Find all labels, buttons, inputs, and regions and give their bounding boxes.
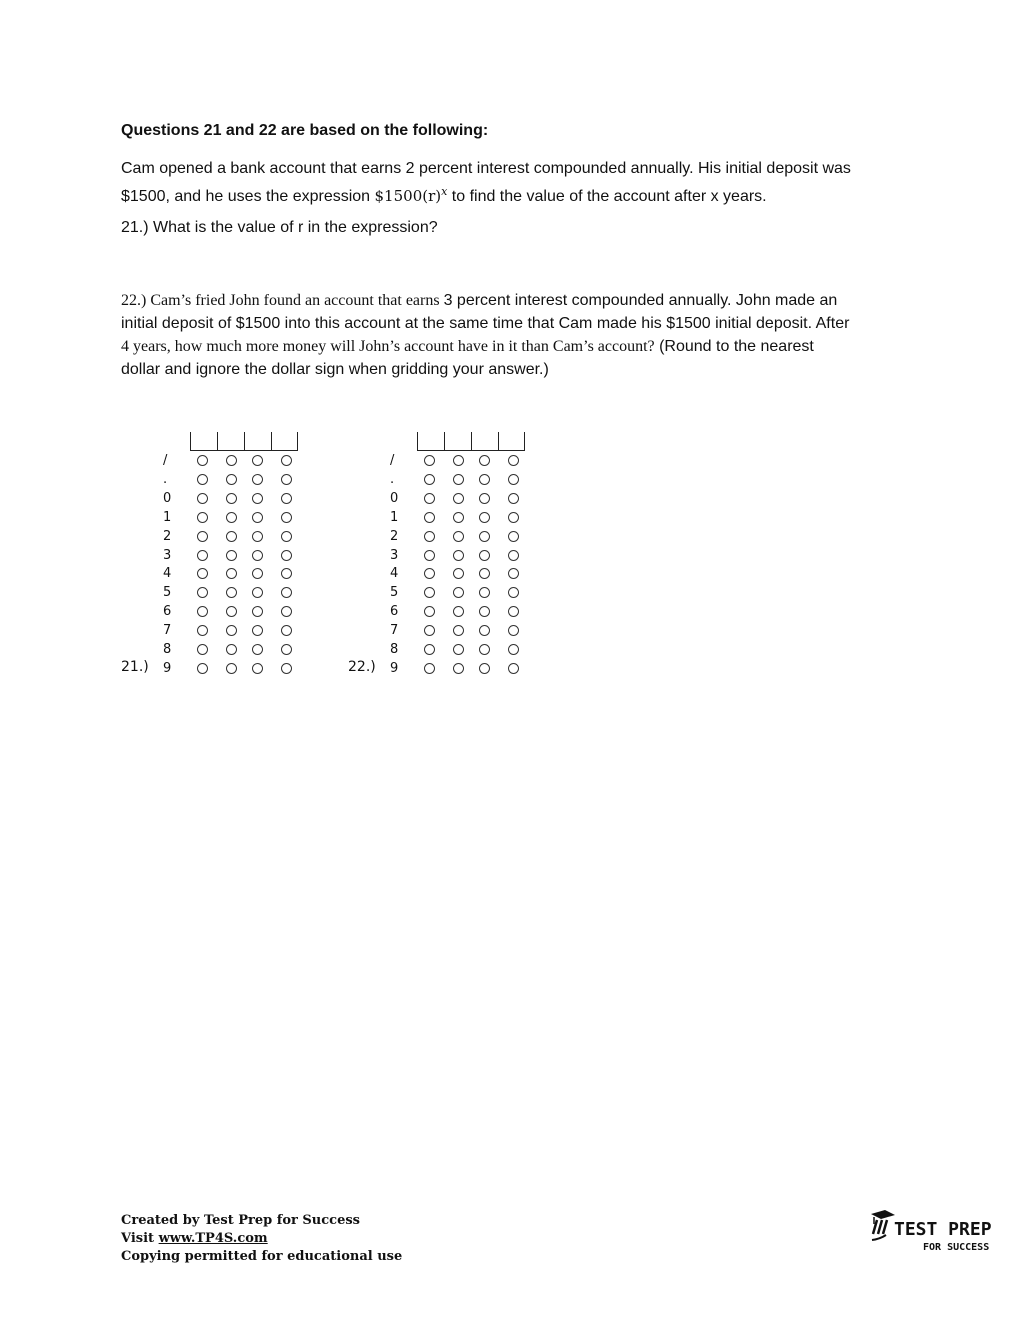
answer-bubble[interactable] [197,625,208,636]
answer-bubble[interactable] [197,663,208,674]
grid-row [163,451,177,470]
answer-bubble[interactable] [453,606,464,617]
answer-box[interactable] [471,432,498,451]
grid-row-label: 1 [163,509,172,525]
grid-row [163,470,177,489]
answer-bubble[interactable] [479,644,490,655]
grid-row-label: 2 [163,528,172,544]
answer-bubble[interactable] [453,512,464,523]
answer-bubble[interactable] [281,625,292,636]
answer-bubble[interactable] [281,606,292,617]
answer-bubble[interactable] [281,644,292,655]
grid-row-label: 9 [390,660,399,676]
answer-bubble[interactable] [197,550,208,561]
answer-bubble[interactable] [508,455,519,466]
answer-grid-21 [121,432,291,682]
intro-line2-before: $1500, and he uses the expression [121,188,375,205]
grid-row [163,508,177,527]
intro-line2-after: to find the value of the account after x years. [447,188,767,205]
grid-row-label: 7 [163,623,172,639]
answer-bubble[interactable] [252,606,263,617]
grid-question-number: 21.) [121,659,149,675]
grid-row [390,602,404,621]
answer-bubble[interactable] [479,474,490,485]
grid-row-label: 9 [163,660,172,676]
answer-bubble[interactable] [479,587,490,598]
intro-line1: Cam opened a bank account that earns 2 percent interest compounded annually. His initial deposit was [121,160,851,177]
answer-bubble[interactable] [252,568,263,579]
grid-row-label: 2 [390,528,399,544]
answer-grid-22 [348,432,518,682]
answer-bubble[interactable] [453,474,464,485]
answer-bubble[interactable] [281,512,292,523]
answer-bubble[interactable] [508,512,519,523]
grid-row-label: 7 [390,623,399,639]
grid-row-label: 1 [390,509,399,525]
answer-bubble[interactable] [252,474,263,485]
footer-line3: Copying permitted for educational use [121,1249,403,1264]
answer-box[interactable] [417,432,444,451]
grid-row [163,546,177,565]
grid-row [163,621,177,640]
test-prep-logo [868,1208,1000,1260]
answer-bubble[interactable] [197,474,208,485]
answer-bubble[interactable] [424,644,435,655]
answer-bubble[interactable] [508,531,519,542]
grid-row-label: 3 [163,547,172,563]
q22-line1-serif: 22.) Cam’s fried John found an account that earns [121,292,444,309]
answer-bubble[interactable] [197,493,208,504]
answer-bubble[interactable] [281,550,292,561]
footer-line1: Created by Test Prep for Success [121,1213,360,1228]
answer-bubble[interactable] [197,644,208,655]
answer-bubble[interactable] [252,455,263,466]
answer-bubble[interactable] [453,644,464,655]
answer-bubble[interactable] [479,455,490,466]
answer-bubble[interactable] [453,663,464,674]
answer-bubble[interactable] [424,512,435,523]
grid-row [163,564,177,583]
grid-row-label: . [163,471,168,487]
answer-bubble[interactable] [508,493,519,504]
answer-bubble[interactable] [226,644,237,655]
answer-bubble[interactable] [197,455,208,466]
answer-bubble[interactable] [281,587,292,598]
grid-row-label: / [390,453,395,468]
footer-credits [121,1212,402,1266]
q22-line1-rest: 3 percent interest compounded annually. John made an [443,292,838,309]
expression-base: $1500(r) [374,187,442,205]
answer-bubble[interactable] [479,512,490,523]
answer-bubble[interactable] [252,493,263,504]
answer-bubble[interactable] [424,568,435,579]
answer-bubble[interactable] [424,493,435,504]
grid-row [390,508,404,527]
grid-row-label: 8 [390,642,399,657]
answer-bubble[interactable] [197,606,208,617]
answer-bubble[interactable] [479,493,490,504]
answer-bubble[interactable] [424,625,435,636]
grid-row-label: / [163,453,168,468]
answer-bubble[interactable] [424,455,435,466]
question-21: 21.) What is the value of r in the expression? [121,219,438,236]
answer-bubble[interactable] [252,587,263,598]
answer-bubble[interactable] [226,455,237,466]
section-heading: Questions 21 and 22 are based on the following: [121,122,489,139]
answer-box[interactable] [244,432,271,451]
answer-box[interactable] [217,432,244,451]
answer-bubble[interactable] [453,625,464,636]
grid-row [390,659,404,678]
answer-bubble[interactable] [508,663,519,674]
answer-bubble[interactable] [508,568,519,579]
grid-row-label: 5 [390,585,399,601]
answer-box[interactable] [444,432,471,451]
answer-bubble[interactable] [197,512,208,523]
answer-bubble[interactable] [281,568,292,579]
answer-box[interactable] [271,432,298,451]
q22-line2: initial deposit of $1500 into this account at the same time that Cam made his $1500 initial deposit. After [121,315,850,332]
answer-bubble[interactable] [453,531,464,542]
footer-visit: Visit [121,1231,159,1246]
answer-bubble[interactable] [424,531,435,542]
answer-bubble[interactable] [281,493,292,504]
answer-bubble[interactable] [252,625,263,636]
grid-row-label: 6 [390,604,399,620]
answer-bubble[interactable] [281,663,292,674]
grid-row [163,489,177,508]
grid-row [390,527,404,546]
grid-row [163,583,177,602]
answer-bubble[interactable] [479,550,490,561]
answer-bubble[interactable] [479,625,490,636]
grid-row [390,470,404,489]
grid-row-label: 8 [163,642,172,657]
q22-line3-serif: 4 years, how much more money will John’s account have in it than Cam’s account? [121,338,655,355]
grid-row [390,564,404,583]
footer-line2 [121,1230,402,1248]
grid-row-label: 0 [390,490,399,506]
answer-bubble[interactable] [424,587,435,598]
answer-bubble[interactable] [453,455,464,466]
question-22 [121,289,921,381]
answer-bubble[interactable] [424,550,435,561]
answer-bubble[interactable] [197,531,208,542]
answer-bubble[interactable] [479,606,490,617]
answer-bubble[interactable] [197,568,208,579]
grid-row [390,546,404,565]
grid-row [390,451,404,470]
answer-bubble[interactable] [252,644,263,655]
grid-row [390,640,404,659]
expression-exponent: x [441,185,448,198]
answer-bubble[interactable] [453,493,464,504]
answer-bubble[interactable] [252,531,263,542]
grid-row-label: 4 [163,566,172,582]
answer-bubble[interactable] [479,663,490,674]
grid-row [163,640,177,659]
grid-row [163,527,177,546]
answer-bubble[interactable] [281,474,292,485]
answer-bubble[interactable] [508,550,519,561]
answer-bubble[interactable] [226,550,237,561]
answer-box[interactable] [190,432,217,451]
answer-bubble[interactable] [453,587,464,598]
answer-bubble[interactable] [226,587,237,598]
grid-row [163,602,177,621]
grid-row-label: 6 [163,604,172,620]
expression-math [375,187,448,205]
answer-bubble[interactable] [508,587,519,598]
q22-line4: dollar and ignore the dollar sign when gridding your answer.) [121,361,549,378]
grid-row-label: 3 [390,547,399,563]
answer-bubble[interactable] [281,531,292,542]
answer-bubble[interactable] [479,568,490,579]
footer-link[interactable]: www.TP4S.com [158,1231,268,1246]
grid-row-label: 0 [163,490,172,506]
grid-row-label: 5 [163,585,172,601]
answer-bubble[interactable] [424,663,435,674]
grid-row [390,489,404,508]
answer-bubble[interactable] [226,606,237,617]
grid-row-label: . [390,471,395,487]
answer-boxes [190,432,298,451]
answer-bubble[interactable] [226,663,237,674]
answer-bubble[interactable] [226,493,237,504]
answer-bubble[interactable] [252,550,263,561]
answer-bubble[interactable] [424,474,435,485]
answer-bubble[interactable] [508,474,519,485]
grid-question-number: 22.) [348,659,376,675]
q22-line3-rest: (Round to the nearest [654,338,814,355]
answer-bubble[interactable] [508,625,519,636]
answer-bubble[interactable] [424,606,435,617]
answer-bubble[interactable] [226,568,237,579]
answer-bubble[interactable] [252,512,263,523]
answer-boxes [417,432,525,451]
answer-bubble[interactable] [479,531,490,542]
answer-bubble[interactable] [508,644,519,655]
logo-title: TEST PREP [894,1219,992,1240]
answer-bubble[interactable] [226,512,237,523]
answer-bubble[interactable] [226,474,237,485]
intro-paragraph [121,157,921,208]
answer-bubble[interactable] [453,568,464,579]
grid-row [390,621,404,640]
answer-bubble[interactable] [226,531,237,542]
answer-box[interactable] [498,432,525,451]
grid-row [163,659,177,678]
answer-bubble[interactable] [508,606,519,617]
answer-bubble[interactable] [252,663,263,674]
answer-bubble[interactable] [281,455,292,466]
logo-subtitle: FOR SUCCESS [923,1242,990,1253]
answer-bubble[interactable] [453,550,464,561]
answer-bubble[interactable] [197,587,208,598]
answer-bubble[interactable] [226,625,237,636]
grid-row [390,583,404,602]
grid-row-label: 4 [390,566,399,582]
